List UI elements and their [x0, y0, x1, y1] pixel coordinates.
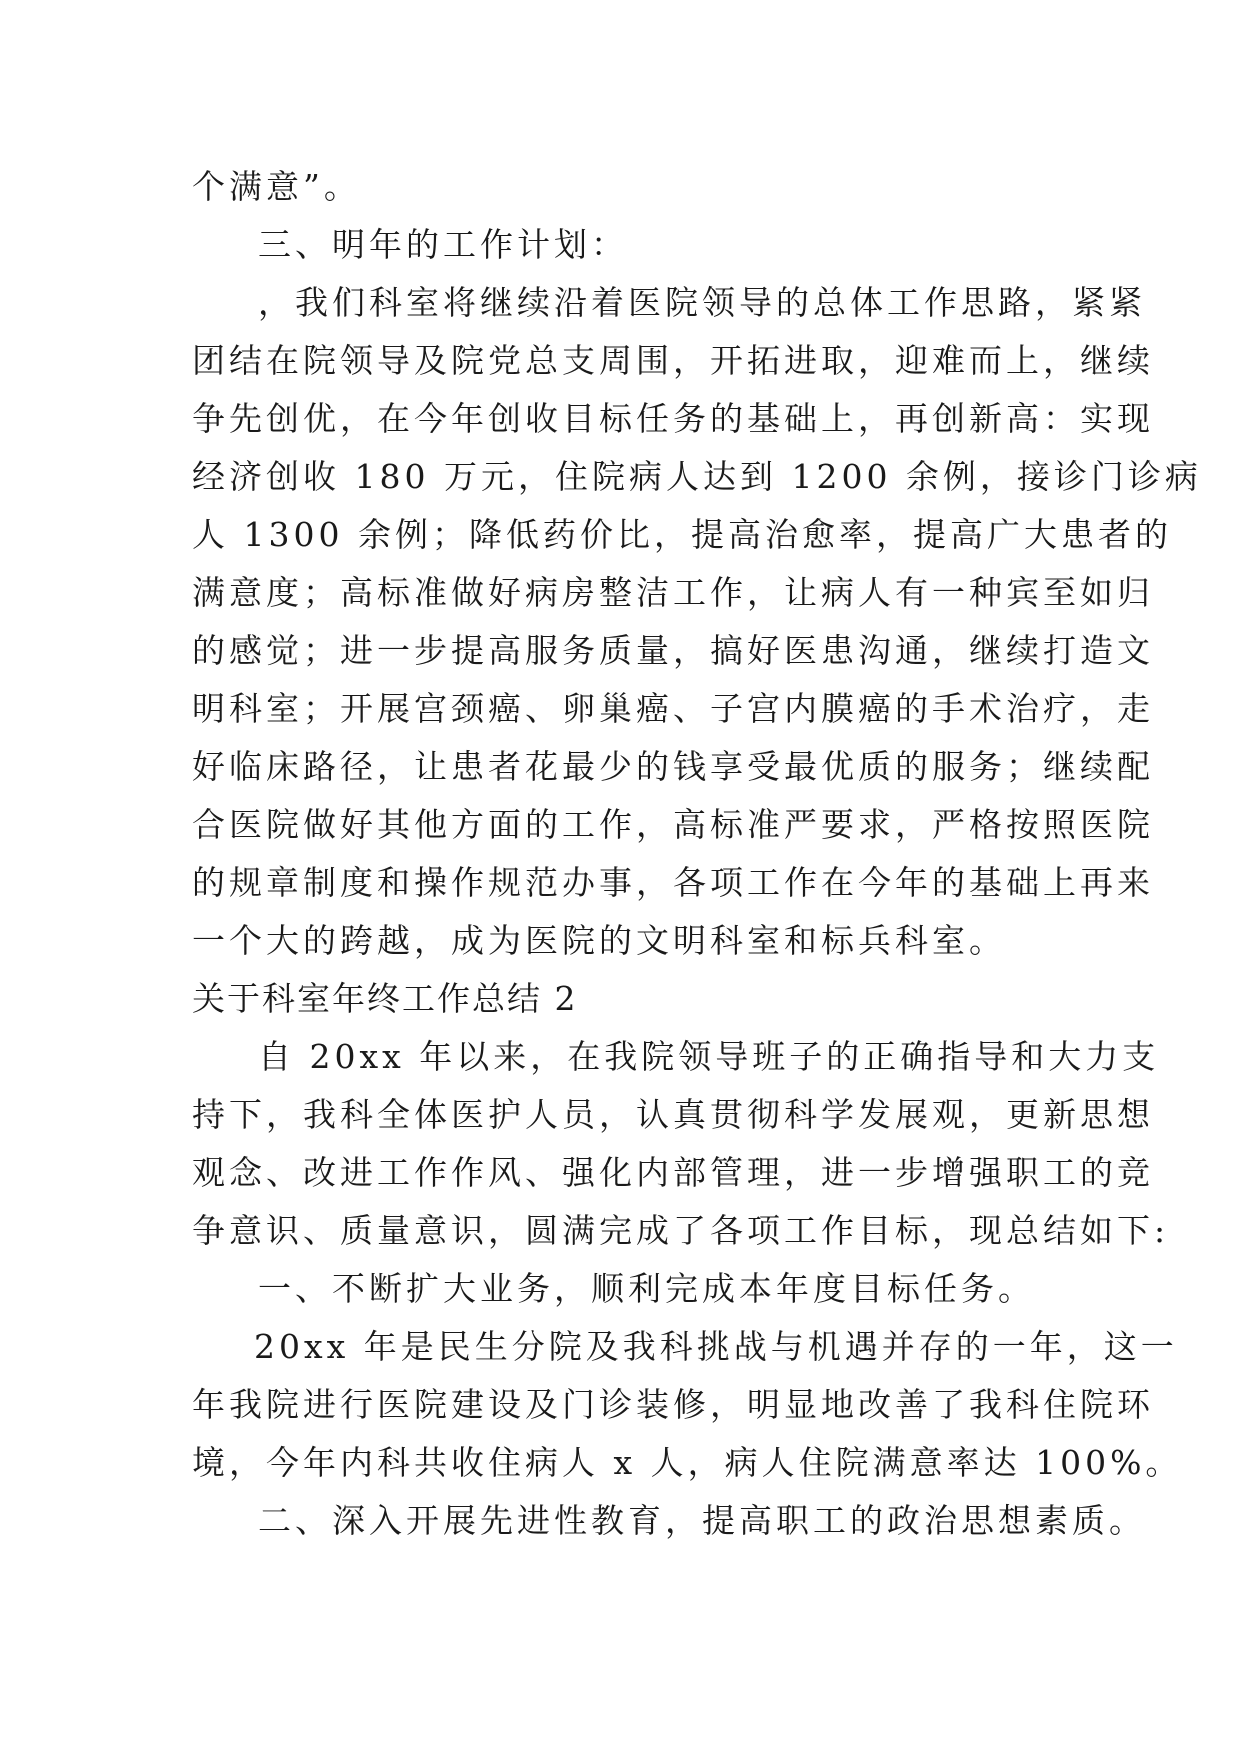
- text-line: 人 1300 余例；降低药价比，提高治愈率，提高广大患者的: [192, 515, 1172, 554]
- section-heading: 一、不断扩大业务，顺利完成本年度目标任务。: [258, 1269, 1035, 1308]
- text-line: 的感觉；进一步提高服务质量，搞好医患沟通，继续打造文: [192, 631, 1154, 670]
- text-line: 满意度；高标准做好病房整洁工作，让病人有一种宾至如归: [192, 573, 1154, 612]
- text-line: 明科室；开展宫颈癌、卵巢癌、子宫内膜癌的手术治疗，走: [192, 689, 1154, 728]
- document-title: 关于科室年终工作总结 2: [192, 979, 578, 1018]
- text-line: 争先创优，在今年创收目标任务的基础上，再创新高：实现: [192, 399, 1154, 438]
- section-heading: 二、深入开展先进性教育，提高职工的政治思想素质。: [258, 1501, 1146, 1540]
- text-line: 持下，我科全体医护人员，认真贯彻科学发展观，更新思想: [192, 1095, 1154, 1134]
- text-line: 好临床路径，让患者花最少的钱享受最优质的服务；继续配: [192, 747, 1154, 786]
- text-line: ，我们科室将继续沿着医院领导的总体工作思路，紧紧: [258, 283, 1146, 322]
- text-line: 观念、改进工作作风、强化内部管理，进一步增强职工的竞: [192, 1153, 1154, 1192]
- document-body: [192, 158, 1202, 1550]
- text-line: 年我院进行医院建设及门诊装修，明显地改善了我科住院环: [192, 1385, 1154, 1424]
- text-line: 20xx 年是民生分院及我科挑战与机遇并存的一年，这一: [254, 1327, 1178, 1366]
- text-line: 的规章制度和操作规范办事，各项工作在今年的基础上再来: [192, 863, 1154, 902]
- text-line: 争意识、质量意识，圆满完成了各项工作目标，现总结如下:: [192, 1211, 1170, 1250]
- text-line: 经济创收 180 万元，住院病人达到 1200 余例，接诊门诊病: [192, 457, 1202, 496]
- text-line: 境，今年内科共收住病人 x 人，病人住院满意率达 100%。: [192, 1443, 1183, 1482]
- text-line: 团结在院领导及院党总支周围，开拓进取，迎难而上，继续: [192, 341, 1154, 380]
- text-line: 合医院做好其他方面的工作，高标准严要求，严格按照医院: [192, 805, 1154, 844]
- text-line: 个满意”。: [192, 167, 361, 206]
- section-heading: 三、明年的工作计划：: [258, 225, 628, 264]
- text-line: 自 20xx 年以来，在我院领导班子的正确指导和大力支: [258, 1037, 1160, 1076]
- text-line: 一个大的跨越，成为医院的文明科室和标兵科室。: [192, 921, 1006, 960]
